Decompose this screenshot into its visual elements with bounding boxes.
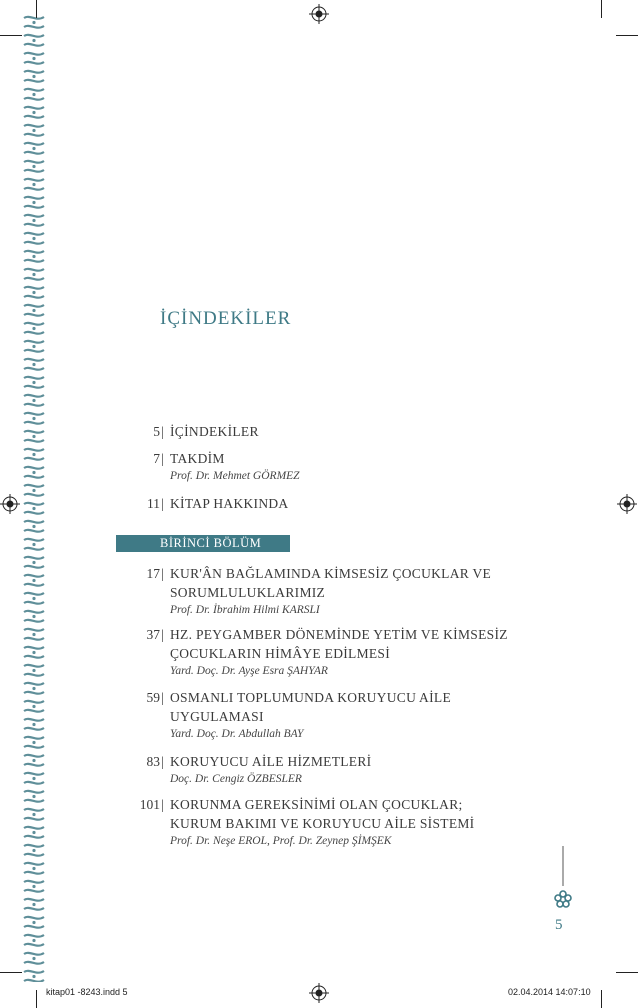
section-header-label: BİRİNCİ BÖLÜM	[160, 536, 262, 550]
toc-title-line: HZ. PEYGAMBER DÖNEMİNDE YETİM VE KİMSESİZ	[170, 627, 508, 642]
crop-mark-top-right-h	[616, 35, 638, 36]
footer-file-info: kitap01 -8243.indd 5	[46, 987, 128, 997]
toc-page-number: 17	[146, 566, 160, 581]
toc-separator: |	[161, 496, 164, 511]
toc-title-line: KORUYUCU AİLE HİZMETLERİ	[170, 754, 372, 769]
toc-author: Yard. Doç. Dr. Abdullah BAY	[170, 728, 304, 740]
crop-mark-top-right	[601, 0, 602, 18]
page-title: İÇİNDEKİLER	[160, 308, 292, 329]
toc-title-line: KUR'ÂN BAĞLAMINDA KİMSESİZ ÇOCUKLAR VE	[170, 566, 492, 581]
toc-page-number: 83	[146, 754, 160, 769]
section-header-bar	[116, 535, 290, 552]
registration-mark-left	[0, 494, 20, 514]
toc-separator: |	[161, 627, 164, 642]
ornamental-border	[22, 14, 46, 982]
toc-page-number: 101	[139, 797, 160, 812]
page-number: 5	[555, 917, 563, 933]
footer-datetime: 02.04.2014 14:07:10	[508, 987, 591, 997]
crop-mark-top-left	[36, 0, 37, 18]
toc-title-line: OSMANLI TOPLUMUNDA KORUYUCU AİLE	[170, 690, 451, 705]
toc-separator: |	[161, 451, 164, 466]
toc-author: Prof. Dr. Mehmet GÖRMEZ	[170, 470, 300, 482]
crop-mark-bottom-right	[601, 990, 602, 1008]
toc-title-line: KORUNMA GEREKSİNİMİ OLAN ÇOCUKLAR;	[170, 797, 463, 812]
registration-mark-top	[309, 4, 329, 24]
toc-author: Yard. Doç. Dr. Ayşe Esra ŞAHYAR	[170, 665, 328, 677]
toc-separator: |	[161, 754, 164, 769]
toc-page-number: 5	[153, 424, 160, 439]
crop-mark-top-left-h	[0, 35, 22, 36]
crop-mark-bottom-left	[36, 990, 37, 1008]
toc-title-line: UYGULAMASI	[170, 709, 264, 724]
crop-mark-bottom-left-h	[0, 972, 22, 973]
page-ornament-icon	[551, 846, 575, 912]
toc-page-number: 11	[147, 496, 160, 511]
toc-separator: |	[161, 797, 164, 812]
toc-separator: |	[161, 690, 164, 705]
toc-separator: |	[161, 566, 164, 581]
toc-author: Prof. Dr. İbrahim Hilmi KARSLI	[170, 604, 320, 616]
toc-page-number: 7	[153, 451, 160, 466]
toc-title-line: TAKDİM	[170, 451, 225, 466]
toc-separator: |	[161, 424, 164, 439]
registration-mark-bottom	[309, 983, 329, 1003]
toc-title-line: SORUMLULUKLARIMIZ	[170, 585, 326, 600]
toc-author: Prof. Dr. Neşe EROL, Prof. Dr. Zeynep ŞİMŞEK	[170, 835, 392, 847]
toc-title-line: KURUM BAKIMI VE KORUYUCU AİLE SİSTEMİ	[170, 816, 475, 831]
toc-author: Doç. Dr. Cengiz ÖZBESLER	[170, 773, 302, 785]
toc-title-line: ÇOCUKLARIN HİMÂYE EDİLMESİ	[170, 646, 391, 661]
toc-page-number: 37	[146, 627, 160, 642]
toc-page-number: 59	[146, 690, 160, 705]
registration-mark-right	[617, 494, 637, 514]
crop-mark-bottom-right-h	[616, 972, 638, 973]
toc-title-line: KİTAP HAKKINDA	[170, 496, 289, 511]
toc-title-line: İÇİNDEKİLER	[170, 424, 259, 439]
